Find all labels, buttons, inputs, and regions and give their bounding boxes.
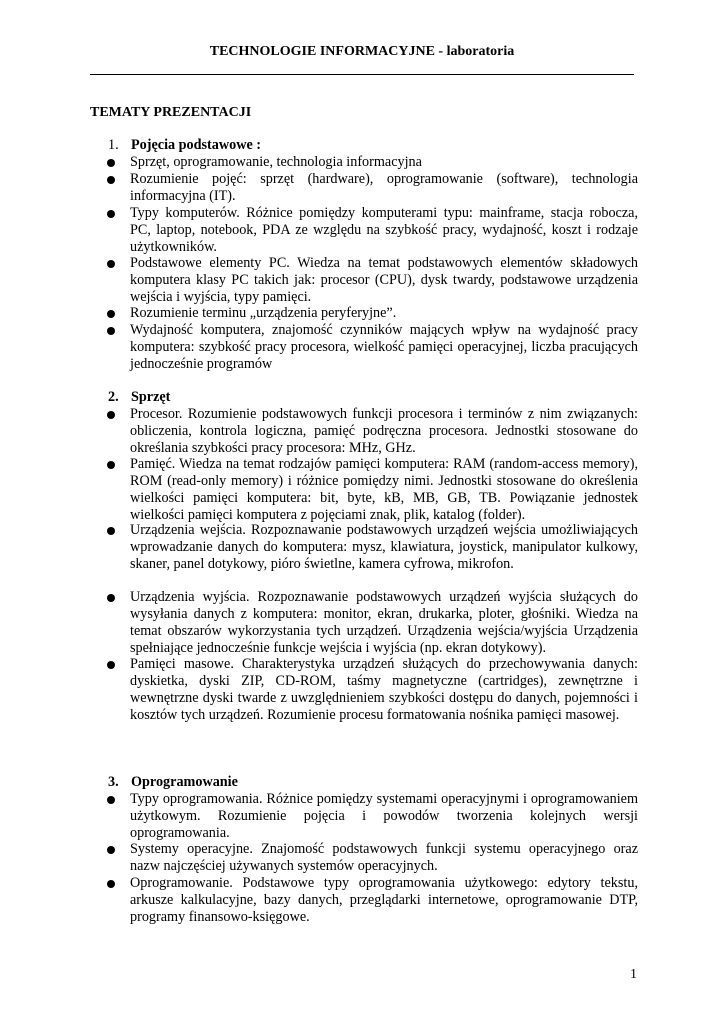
page-number: 1 [630,967,637,982]
document-title: TEMATY PREZENTACJI [90,105,252,120]
section-number: 2. [108,389,119,405]
bullet-icon [107,411,115,419]
list-item: Typy komputerów. Różnice pomiędzy komputerami typu: mainframe, stacja robocza, PC, laptop, notebook, PDA ze względu na szybkość pracy, wydajność, koszt i rodzaje użytkowników. [130,205,638,256]
section-number: 1. [108,137,119,153]
bullet-icon [107,260,115,268]
bullet-icon [107,210,115,218]
bullet-icon [107,327,115,335]
section-title: Pojęcia podstawowe : [131,137,262,153]
list-item: Urządzenia wejścia. Rozpoznawanie podstawowych urządzeń wejścia umożliwiających wprowadzanie danych do komputera: mysz, klawiatura, joystick, manipulator kulkowy, skaner, panel dotykowy, pióro świetlne, kamera cyfrowa, mikrofon. [130,522,638,573]
section-title: Oprogramowanie [131,774,238,790]
list-item: Sprzęt, oprogramowanie, technologia informacyjna [130,154,638,171]
list-item: Urządzenia wyjścia. Rozpoznawanie podstawowych urządzeń wyjścia służących do wysyłania danych z komputera: monitor, ekran, drukarka, ploter, głośniki. Wiedza na temat obszarów wykorzystania tych urządzeń. Urządzenia wejścia/wyjścia Urządzenia spełniające jednocześnie funkcje wejścia i wyjścia (np. ekran dotykowy). [130,589,638,657]
list-item: Wydajność komputera, znajomość czynników mających wpływ na wydajność pracy komputera: szybkość pracy procesora, wielkość pamięci operacyjnej, liczba pracujących jednocześnie programów [130,322,638,373]
bullet-icon [107,846,115,854]
list-item: Oprogramowanie. Podstawowe typy oprogramowania użytkowego: edytory tekstu, arkusze kalkulacyjne, bazy danych, przeglądarki internetowe, oprogramowanie DTP, programy finansowo-księgowe. [130,875,638,926]
bullet-icon [107,594,115,602]
bullet-icon [107,310,115,318]
section-number: 3. [108,774,119,790]
list-item: Rozumienie pojęć: sprzęt (hardware), oprogramowanie (software), technologia informacyjna (IT). [130,171,638,205]
list-item: Rozumienie terminu „urządzenia peryferyjne”. [130,305,638,322]
list-item: Podstawowe elementy PC. Wiedza na temat podstawowych elementów składowych komputera klasy PC takich jak: procesor (CPU), dysk twardy, podstawowe urządzenia wejścia i wyjścia, typy pamięci. [130,255,638,306]
list-item: Typy oprogramowania. Różnice pomiędzy systemami operacyjnymi i oprogramowaniem użytkowym. Rozumienie pojęcia i powodów tworzenia kolejnych wersji oprogramowania. [130,791,638,842]
section-3-heading [108,774,238,791]
section-2-heading [108,389,170,406]
bullet-icon [107,527,115,535]
list-item: Procesor. Rozumienie podstawowych funkcji procesora i terminów z nim związanych: obliczenia, kontrola logiczna, pamięć podręczna procesora. Jednostki stosowane do określania szybkości pracy procesora: MHz, GHz. [130,406,638,457]
header-divider [90,74,634,75]
list-item: Pamięć. Wiedza na temat rodzajów pamięci komputera: RAM (random-access memory), ROM (read-only memory) i różnice pomiędzy nimi. Jednostki stosowane do określenia wielkości pamięci komputera: bit, byte, kB, MB, GB, TB. Powiązanie jednostek wielkości pamięci komputera z pojęciami znak, plik, katalog (folder). [130,456,638,524]
bullet-icon [107,176,115,184]
list-item: Systemy operacyjne. Znajomość podstawowych funkcji systemu operacyjnego oraz nazw najczęściej używanych systemów operacyjnych. [130,841,638,875]
section-title: Sprzęt [131,389,171,405]
list-item: Pamięci masowe. Charakterystyka urządzeń służących do przechowywania danych: dyskietka, dyski ZIP, CD-ROM, taśmy magnetyczne (cartridges), zewnętrzne i wewnętrzne dyski twarde z uwzględnieniem szybkości dostępu do danych, pojemności i kosztów tych urządzeń. Rozumienie procesu formatowania nośnika pamięci masowej. [130,656,638,724]
bullet-icon [107,796,115,804]
bullet-icon [107,661,115,669]
bullet-icon [107,461,115,469]
section-1-heading [108,137,261,154]
bullet-icon [107,159,115,167]
bullet-icon [107,880,115,888]
page-header: TECHNOLOGIE INFORMACYJNE - laboratoria [209,44,515,59]
